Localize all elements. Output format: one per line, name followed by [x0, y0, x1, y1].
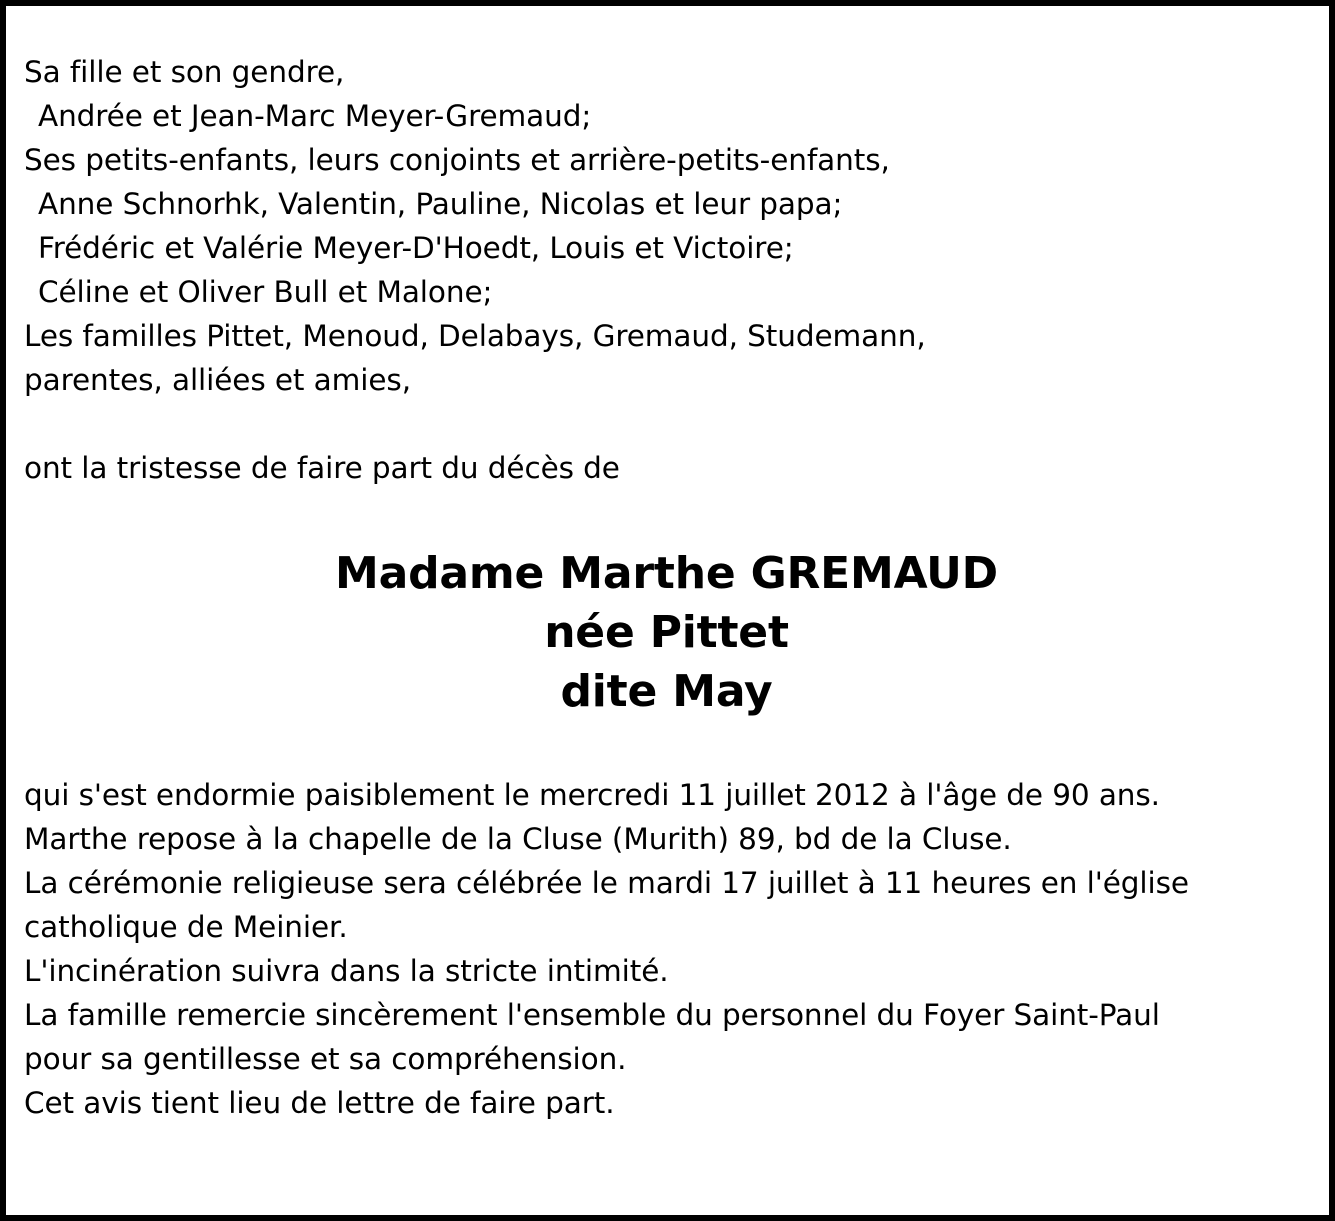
death-notice — [6, 6, 1329, 1215]
deceased-name-block — [24, 544, 1309, 721]
service-details — [24, 773, 1309, 1125]
deceased-nickname-line: dite May — [560, 666, 773, 717]
deceased-name-line: Madame Marthe GREMAUD — [335, 548, 998, 599]
paragraph-spacer — [24, 402, 1309, 446]
family-line: Les familles Pittet, Menoud, Delabays, Gremaud, Studemann, — [24, 319, 926, 353]
family-line: Anne Schnorhk, Valentin, Pauline, Nicolas et leur papa; — [38, 187, 843, 221]
detail-line: catholique de Meinier. — [24, 910, 348, 944]
detail-line: L'incinération suivra dans la stricte intimité. — [24, 954, 669, 988]
detail-line: Marthe repose à la chapelle de la Cluse (Murith) 89, bd de la Cluse. — [24, 822, 1012, 856]
family-line: Ses petits-enfants, leurs conjoints et arrière-petits-enfants, — [24, 143, 890, 177]
family-line: Céline et Oliver Bull et Malone; — [38, 275, 493, 309]
detail-line: Cet avis tient lieu de lettre de faire part. — [24, 1086, 615, 1120]
family-line: Andrée et Jean-Marc Meyer-Gremaud; — [38, 99, 592, 133]
announcement-text: ont la tristesse de faire part du décès de — [24, 451, 620, 485]
detail-line: La famille remercie sincèrement l'ensemble du personnel du Foyer Saint-Paul — [24, 998, 1160, 1032]
detail-line: La cérémonie religieuse sera célébrée le mardi 17 juillet à 11 heures en l'église — [24, 866, 1189, 900]
deceased-maiden-name-line: née Pittet — [544, 607, 789, 658]
detail-line: pour sa gentillesse et sa compréhension. — [24, 1042, 627, 1076]
family-line: parentes, alliées et amies, — [24, 363, 411, 397]
family-line: Sa fille et son gendre, — [24, 55, 345, 89]
family-line: Frédéric et Valérie Meyer-D'Hoedt, Louis et Victoire; — [38, 231, 794, 265]
family-list — [24, 50, 1309, 402]
detail-line: qui s'est endormie paisiblement le mercredi 11 juillet 2012 à l'âge de 90 ans. — [24, 778, 1160, 812]
